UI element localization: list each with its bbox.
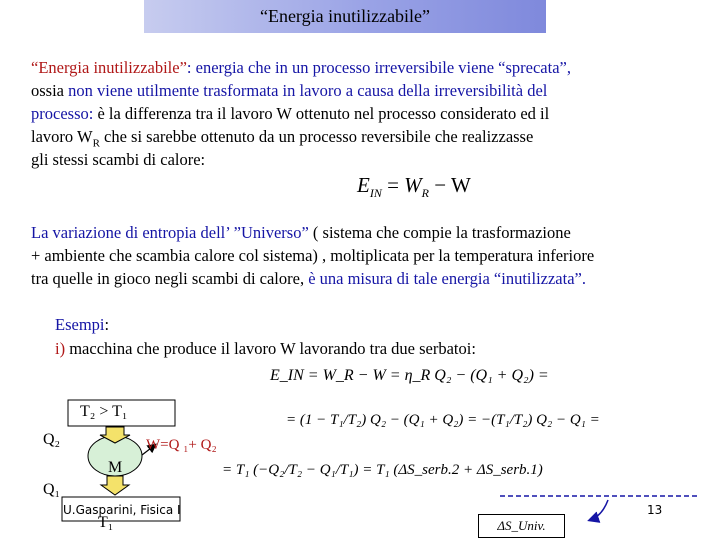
formula-ein — [357, 173, 471, 201]
f1-lhs-sub: IN — [369, 186, 382, 201]
para1-line3 — [31, 103, 549, 126]
diagram-t2-gt-t1: T₂ > T₁ — [80, 403, 128, 420]
diagram-t1-label: T₁ — [98, 514, 114, 531]
esempi-item-num: i) — [55, 339, 70, 358]
diagram-q2-label: Q₂ — [43, 431, 61, 448]
para1-text3b: è la differenza tra il lavoro W ottenuto nel processo considerato ed il — [97, 104, 550, 123]
esempi-colon: : — [104, 315, 110, 334]
q1-arrow — [101, 476, 129, 495]
para1-wr-sub: R — [92, 137, 100, 150]
para1-text4b: che si sarebbe ottenuto da un processo reversibile che realizzasse — [99, 127, 534, 146]
diagram-work-label: W=Q ₁+ Q₂ — [146, 437, 217, 453]
formula2-row3: = T₁ (−Q₂/T₂ − Q₁/T₁) = T₁ (ΔS_serb.2 + ΔS_serb.1) — [222, 462, 543, 478]
f1-rest: − W — [429, 173, 471, 197]
slide-title: “Energia inutilizzabile” — [144, 0, 546, 33]
esempi-word: Esempi — [55, 315, 105, 334]
para1-text2b: non viene utilmente trasformata in lavoro a causa della irreversibilità del — [68, 81, 548, 100]
f1-rhs: W — [404, 173, 422, 197]
diagram-engine-label: M — [108, 459, 123, 476]
para2-text3a: tra quelle in gioco negli scambi di calore, — [31, 269, 309, 288]
para2-text3b: è una misura di tale energia “inutilizzata”. — [308, 269, 586, 288]
f1-lhs: E — [357, 173, 370, 197]
para2-text1a: La variazione di entropia dell’ ”Universo” — [31, 223, 313, 242]
delta-s-univ-box: ΔS_Univ. — [478, 514, 565, 538]
curved-arrow — [590, 500, 608, 520]
para1-line5: gli stessi scambi di calore: — [31, 150, 206, 169]
para1-line2 — [31, 80, 547, 103]
esempi-item — [55, 338, 476, 361]
para1-term: “Energia inutilizzabile” — [31, 58, 187, 77]
esempi-label — [55, 314, 109, 337]
f1-rhs-sub: R — [421, 186, 430, 201]
para1-text3a: processo: — [31, 104, 98, 123]
esempi-item-text: macchina che produce il lavoro W lavorando tra due serbatoi: — [69, 339, 476, 358]
formula2-row2: = (1 − T₁/T₂) Q₂ − (Q₁ + Q₂) = −(T₁/T₂) Q₂ − Q₁ = — [286, 412, 600, 428]
page-number: 13 — [647, 503, 663, 517]
diagram-q1-label: Q₁ — [43, 481, 61, 498]
para1-line1 — [31, 57, 571, 80]
f1-eq: = — [381, 173, 405, 197]
para2-line2: + ambiente che scambia calore col sistema) , moltiplicata per la temperatura inferiore — [31, 246, 595, 265]
para1-text2a: ossia — [31, 81, 69, 100]
para1-text4a: lavoro W — [31, 127, 93, 146]
para2-line3 — [31, 268, 586, 291]
formula2-row1: E_IN = W_R − W = η_R Q₂ − (Q₁ + Q₂) = — [270, 367, 549, 384]
para2-line1 — [31, 222, 571, 245]
footer-author: U.Gasparini, Fisica I — [63, 503, 181, 517]
para1-text1: : energia che in un processo irreversibile viene “sprecata”, — [186, 58, 571, 77]
para2-text1b: ( sistema che compie la trasformazione — [312, 223, 571, 242]
